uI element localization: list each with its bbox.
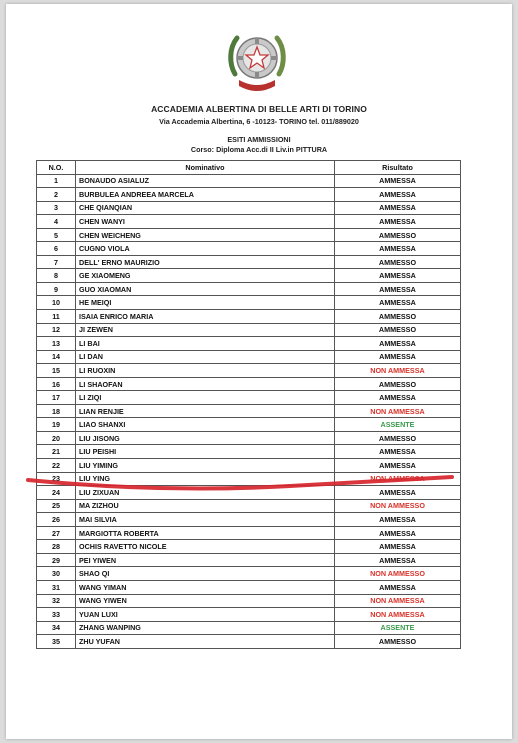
row-number: 33	[37, 608, 76, 622]
row-number: 18	[37, 404, 76, 418]
table-row	[37, 337, 461, 351]
row-name: JI ZEWEN	[76, 323, 335, 337]
row-name: CUGNO VIOLA	[76, 242, 335, 256]
row-number: 13	[37, 337, 76, 351]
row-result: NON AMMESSA	[335, 404, 461, 418]
course-name: Corso: Diploma Acc.di II Liv.in PITTURA	[190, 145, 328, 154]
row-result: AMMESSA	[335, 242, 461, 256]
table-row	[37, 296, 461, 310]
row-result: AMMESSO	[335, 635, 461, 649]
table-row	[37, 201, 461, 215]
row-name: PEI YIWEN	[76, 553, 335, 567]
table-row	[37, 188, 461, 202]
institution-address: Via Accademia Albertina, 6 -10123- TORINO tel. 011/889020	[159, 117, 359, 126]
row-name: ISAIA ENRICO MARIA	[76, 310, 335, 324]
row-name: DELL' ERNO MAURIZIO	[76, 255, 335, 269]
table-row	[37, 553, 461, 567]
row-result: AMMESSA	[335, 337, 461, 351]
row-name: LIU ZIXUAN	[76, 486, 335, 500]
table-row	[37, 486, 461, 500]
row-number: 28	[37, 540, 76, 554]
row-number: 30	[37, 567, 76, 581]
row-name: MA ZIZHOU	[76, 499, 335, 513]
row-name: HE MEIQI	[76, 296, 335, 310]
table-row	[37, 567, 461, 581]
row-result: AMMESSA	[335, 553, 461, 567]
row-result: AMMESSA	[335, 459, 461, 473]
table-row	[37, 269, 461, 283]
column-header-number: N.O.	[37, 161, 76, 175]
table-row	[37, 364, 461, 378]
table-row	[37, 391, 461, 405]
row-name: WANG YIWEN	[76, 594, 335, 608]
row-number: 5	[37, 228, 76, 242]
row-name: LI RUOXIN	[76, 364, 335, 378]
row-result: NON AMMESSO	[335, 567, 461, 581]
row-number: 12	[37, 323, 76, 337]
row-name: LI ZIQI	[76, 391, 335, 405]
row-number: 34	[37, 621, 76, 635]
row-number: 9	[37, 282, 76, 296]
table-row	[37, 445, 461, 459]
row-result: NON AMMESSA	[335, 364, 461, 378]
table-row	[37, 594, 461, 608]
row-name: LIU YING	[76, 472, 335, 486]
row-number: 16	[37, 377, 76, 391]
row-name: LIAO SHANXI	[76, 418, 335, 432]
row-name: LIU PEISHI	[76, 445, 335, 459]
table-row	[37, 418, 461, 432]
row-result: AMMESSA	[335, 526, 461, 540]
row-name: SHAO QI	[76, 567, 335, 581]
row-number: 35	[37, 635, 76, 649]
table-row	[37, 431, 461, 445]
row-result: AMMESSO	[335, 310, 461, 324]
table-row	[37, 459, 461, 473]
row-number: 7	[37, 255, 76, 269]
row-result: AMMESSO	[335, 377, 461, 391]
row-result: AMMESSA	[335, 540, 461, 554]
table-row	[37, 255, 461, 269]
table-row	[37, 215, 461, 229]
row-result: AMMESSA	[335, 188, 461, 202]
row-number: 3	[37, 201, 76, 215]
row-name: LIU YIMING	[76, 459, 335, 473]
row-name: MAI SILVIA	[76, 513, 335, 527]
row-number: 20	[37, 431, 76, 445]
table-row	[37, 513, 461, 527]
row-number: 25	[37, 499, 76, 513]
row-result: NON AMMESSA	[335, 594, 461, 608]
table-row	[37, 174, 461, 188]
row-number: 22	[37, 459, 76, 473]
row-number: 10	[37, 296, 76, 310]
table-row	[37, 350, 461, 364]
row-result: AMMESSO	[335, 255, 461, 269]
row-result: AMMESSO	[335, 323, 461, 337]
row-name: WANG YIMAN	[76, 580, 335, 594]
row-number: 26	[37, 513, 76, 527]
row-result: AMMESSA	[335, 174, 461, 188]
row-name: LI SHAOFAN	[76, 377, 335, 391]
table-row	[37, 404, 461, 418]
row-name: MARGIOTTA ROBERTA	[76, 526, 335, 540]
row-name: GE XIAOMENG	[76, 269, 335, 283]
row-number: 23	[37, 472, 76, 486]
table-row	[37, 526, 461, 540]
italian-republic-emblem-icon	[225, 26, 289, 96]
row-number: 32	[37, 594, 76, 608]
row-name: BURBULEA ANDREEA MARCELA	[76, 188, 335, 202]
row-number: 4	[37, 215, 76, 229]
row-result: AMMESSA	[335, 296, 461, 310]
row-number: 17	[37, 391, 76, 405]
table-row	[37, 635, 461, 649]
table-row	[37, 282, 461, 296]
table-row	[37, 323, 461, 337]
row-result: AMMESSA	[335, 215, 461, 229]
row-number: 27	[37, 526, 76, 540]
row-result: NON AMMESSO	[335, 499, 461, 513]
table-body	[37, 174, 461, 648]
table-row	[37, 621, 461, 635]
row-number: 2	[37, 188, 76, 202]
table-row	[37, 377, 461, 391]
row-number: 21	[37, 445, 76, 459]
table-row	[37, 310, 461, 324]
row-result: NON AMMESSA	[335, 608, 461, 622]
row-number: 31	[37, 580, 76, 594]
document-title: ESITI AMMISSIONI	[227, 135, 291, 144]
row-result: AMMESSO	[335, 431, 461, 445]
row-result: AMMESSA	[335, 282, 461, 296]
row-name: YUAN LUXI	[76, 608, 335, 622]
row-name: CHEN WEICHENG	[76, 228, 335, 242]
row-result: AMMESSA	[335, 486, 461, 500]
row-name: ZHU YUFAN	[76, 635, 335, 649]
row-name: LIU JISONG	[76, 431, 335, 445]
row-result: AMMESSA	[335, 580, 461, 594]
row-result: AMMESSO	[335, 228, 461, 242]
row-result: AMMESSA	[335, 391, 461, 405]
table-row	[37, 242, 461, 256]
row-name: GUO XIAOMAN	[76, 282, 335, 296]
column-header-name: Nominativo	[76, 161, 335, 175]
table-row	[37, 608, 461, 622]
row-name: CHEN WANYI	[76, 215, 335, 229]
row-name: ZHANG WANPING	[76, 621, 335, 635]
table-header-row	[37, 161, 461, 175]
row-result: AMMESSA	[335, 445, 461, 459]
row-result: AMMESSA	[335, 513, 461, 527]
table-row	[37, 472, 461, 486]
row-number: 24	[37, 486, 76, 500]
table-row	[37, 540, 461, 554]
row-number: 11	[37, 310, 76, 324]
row-number: 29	[37, 553, 76, 567]
row-result: ASSENTE	[335, 621, 461, 635]
row-result: NON AMMESSA	[335, 472, 461, 486]
table-row	[37, 580, 461, 594]
row-result: AMMESSA	[335, 350, 461, 364]
column-header-result: Risultato	[335, 161, 461, 175]
row-number: 19	[37, 418, 76, 432]
row-name: LI DAN	[76, 350, 335, 364]
row-number: 15	[37, 364, 76, 378]
row-number: 14	[37, 350, 76, 364]
table-row	[37, 228, 461, 242]
row-number: 1	[37, 174, 76, 188]
row-name: BONAUDO ASIALUZ	[76, 174, 335, 188]
row-name: LIAN RENJIE	[76, 404, 335, 418]
row-name: OCHIS RAVETTO NICOLE	[76, 540, 335, 554]
row-number: 6	[37, 242, 76, 256]
row-name: CHE QIANQIAN	[76, 201, 335, 215]
row-number: 8	[37, 269, 76, 283]
results-table	[36, 160, 461, 649]
row-result: ASSENTE	[335, 418, 461, 432]
row-result: AMMESSA	[335, 269, 461, 283]
row-result: AMMESSA	[335, 201, 461, 215]
institution-name: ACCADEMIA ALBERTINA DI BELLE ARTI DI TORINO	[151, 104, 367, 114]
row-name: LI BAI	[76, 337, 335, 351]
table-row	[37, 499, 461, 513]
